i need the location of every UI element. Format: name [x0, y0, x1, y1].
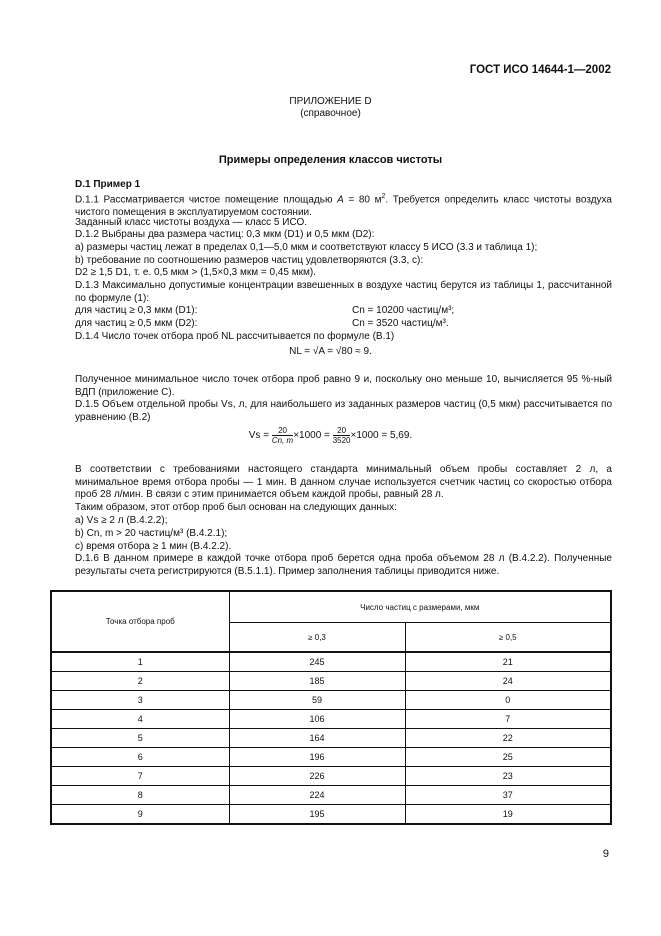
table-cell: 22 — [405, 729, 611, 748]
table-cell: 196 — [229, 748, 405, 767]
table-row — [51, 672, 611, 691]
text: Cn = 3520 частиц/м³. — [352, 318, 449, 329]
table-cell: 185 — [229, 672, 405, 691]
paragraph: Полученное минимальное число точек отбора проб равно 9 и, поскольку оно меньше 10, вычисляется 95 %-ный ВДП (приложение С). — [75, 374, 612, 398]
limit-d1 — [52, 305, 612, 318]
table-cell: 6 — [51, 748, 229, 767]
table-cell: 245 — [229, 652, 405, 672]
text: 3520 — [332, 436, 351, 445]
paragraph-d11 — [52, 191, 612, 220]
list-item: b) Cn, m > 20 частиц/м³ (В.4.2.1); — [75, 528, 228, 539]
list-item: а) Vs ≥ 2 л (В.4.2.2); — [75, 515, 168, 526]
text: ×1000 = — [293, 430, 330, 442]
table-cell: 7 — [405, 710, 611, 729]
example-heading: D.1 Пример 1 — [75, 179, 141, 190]
appendix-title: ПРИЛОЖЕНИЕ D — [289, 96, 372, 107]
table-row — [51, 767, 611, 786]
table-cell: 224 — [229, 786, 405, 805]
list-item: с) время отбора ≥ 1 мин (В.4.2.2). — [75, 541, 232, 552]
table-cell: 8 — [51, 786, 229, 805]
table-cell: 25 — [405, 748, 611, 767]
table-cell: 1 — [51, 652, 229, 672]
text: Cn, m — [271, 436, 294, 445]
table-cell: 4 — [51, 710, 229, 729]
table-header-row — [51, 591, 611, 623]
table-cell: 59 — [229, 691, 405, 710]
paragraph: В соответствии с требованиями настоящего стандарта минимальный объем пробы составляет 2 л, а минимальное время отбора пробы — 1 мин. В данном случае используется счетчик частиц со скоростью отбора проб 28 л/мин. В связи с этим принимается объем каждой пробы, равный 28 л. — [75, 464, 612, 501]
text: 20 — [272, 426, 293, 436]
inequality: D2 ≥ 1,5 D1, т. е. 0,5 мкм > (1,5×0,3 мкм = 0,45 мкм). — [75, 267, 316, 278]
fraction — [333, 426, 351, 445]
text: Cn = 10200 частиц/м³; — [352, 305, 455, 316]
text: = 80 м — [343, 194, 382, 206]
table-row — [51, 805, 611, 825]
appendix-subtitle: (справочное) — [300, 108, 361, 119]
document-code: ГОСТ ИСО 14644-1—2002 — [469, 64, 611, 76]
table-cell: 23 — [405, 767, 611, 786]
text: A — [337, 194, 344, 206]
text: для частиц ≥ 0,3 мкм (D1): — [75, 305, 198, 316]
table-cell: 226 — [229, 767, 405, 786]
table-cell: 0 — [405, 691, 611, 710]
list-item: а) размеры частиц лежат в пределах 0,1—5,0 мкм и соответствуют классу 5 ИСО (3.3 и таблица 1); — [75, 242, 538, 253]
table-cell: 195 — [229, 805, 405, 825]
page-number: 9 — [602, 848, 609, 860]
table-cell: 164 — [229, 729, 405, 748]
text: Vs = — [248, 430, 270, 442]
paragraph: Таким образом, этот отбор проб был основан на следующих данных: — [75, 502, 397, 513]
table-row — [51, 691, 611, 710]
header-particle-count: Число частиц с размерами, мкм — [229, 591, 611, 623]
fraction — [272, 426, 293, 445]
table-cell: 24 — [405, 672, 611, 691]
text: ×1000 = 5,69. — [350, 430, 413, 442]
limit-d2 — [52, 318, 612, 331]
header-size-05: ≥ 0,5 — [405, 623, 611, 653]
table-cell: 21 — [405, 652, 611, 672]
table-cell: 3 — [51, 691, 229, 710]
table-row — [51, 729, 611, 748]
paragraph-d15: D.1.5 Объем отдельной пробы Vs, л, для наибольшего из заданных размеров частиц (0,5 мкм) рассчитывается по уравнению (В.2) — [75, 399, 612, 423]
table-cell: 7 — [51, 767, 229, 786]
table-row — [51, 748, 611, 767]
table-row — [51, 710, 611, 729]
paragraph-d16: D.1.6 В данном примере в каждой точке отбора проб берется одна проба объемом 28 л (В.4.2.2). Полученные результаты счета регистрируются (В.5.1.1). Пример заполнения таблицы приводится ниже. — [75, 553, 612, 577]
list-item: b) требование по соотношению размеров частиц удовлетворяются (3.3, с): — [75, 255, 424, 266]
formula-vs — [0, 426, 661, 445]
table-cell: 2 — [51, 672, 229, 691]
text: 20 — [333, 426, 351, 436]
paragraph: Заданный класс чистоты воздуха — класс 5 ИСО. — [75, 217, 308, 228]
table-cell: 19 — [405, 805, 611, 825]
text: 2 — [381, 193, 386, 200]
particle-count-table — [50, 590, 612, 825]
table-row — [51, 652, 611, 672]
paragraph-d13: D.1.3 Максимально допустимые концентрации взвешенных в воздухе частиц берутся из таблицы 1, рассчитанной по формуле (1): — [75, 280, 612, 304]
table-cell: 37 — [405, 786, 611, 805]
header-size-03: ≥ 0,3 — [229, 623, 405, 653]
paragraph-d14: D.1.4 Число точек отбора проб NL рассчитывается по формуле (В.1) — [75, 331, 395, 342]
table-row — [51, 786, 611, 805]
table-cell: 106 — [229, 710, 405, 729]
table-cell: 9 — [51, 805, 229, 825]
section-title: Примеры определения классов чистоты — [218, 154, 443, 166]
text: для частиц ≥ 0,5 мкм (D2): — [75, 318, 198, 329]
table-cell: 5 — [51, 729, 229, 748]
text: D.1.1 Рассматривается чистое помещение площадью — [75, 194, 338, 206]
header-sampling-point: Точка отбора проб — [51, 591, 229, 652]
text: . Требуется определить класс чистоты воздуха чистого помещения в эксплуатируемом состоянии. — [75, 194, 612, 218]
paragraph-d12: D.1.2 Выбраны два размера частиц: 0,3 мкм (D1) и 0,5 мкм (D2): — [75, 229, 375, 240]
formula-nl: NL = √A = √80 ≈ 9. — [289, 346, 372, 357]
